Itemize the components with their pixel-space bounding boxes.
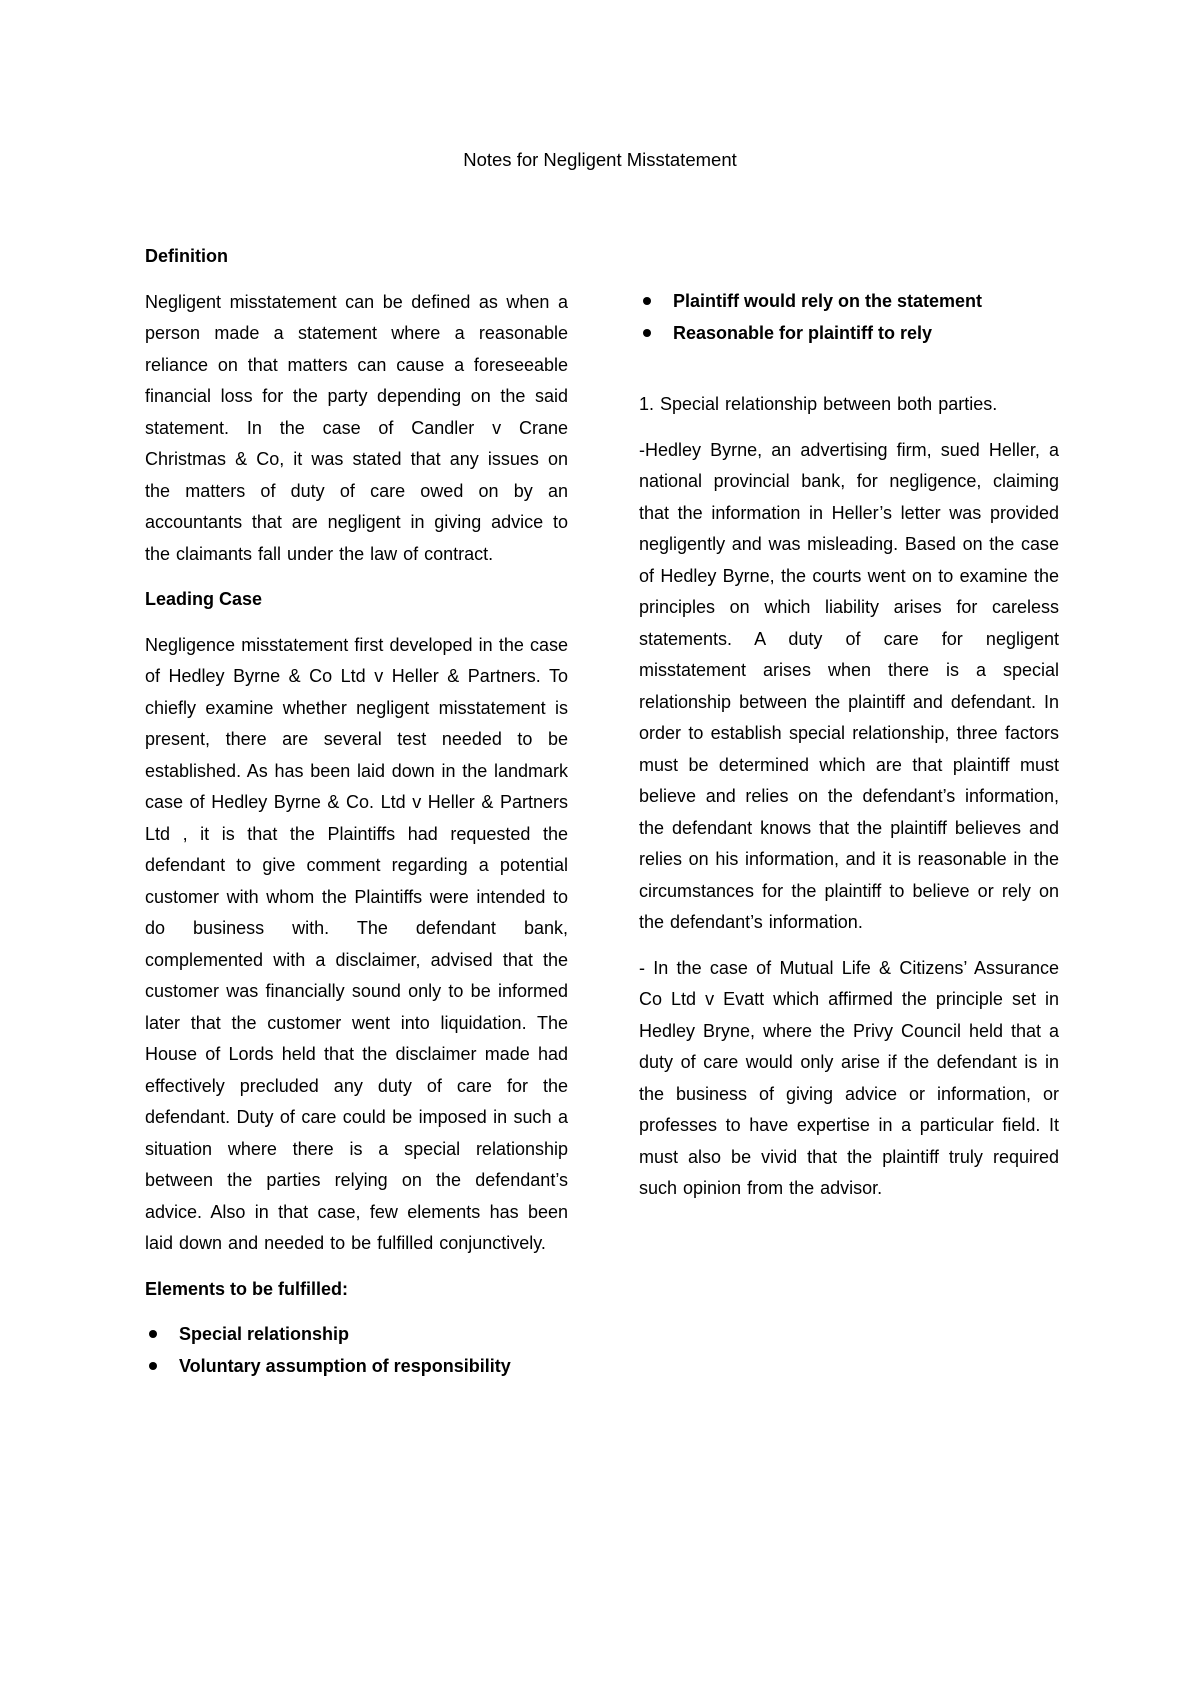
leading-case-paragraph: Negligence misstatement first developed in the case of Hedley Byrne & Co Ltd v Heller & Partners. To chiefly examine whether negligent misstatement is present, there are several test needed to be established. As has been laid down in the landmark case of Hedley Byrne & Co. Ltd v Heller & Partners Ltd , it is that the Plaintiffs had requested the defendant to give comment regarding a potential customer with whom the Plaintiffs were intended to do business with. The defendant bank, complemented with a disclaimer, advised that the customer was financially sound only to be informed later that the customer went into liquidation. The House of Lords held that the disclaimer made had effectively precluded any duty of care for the defendant. Duty of care could be imposed in such a situation where there is a special relationship between the parties relying on the defendant’s advice. Also in that case, few elements has been laid down and needed to be fulfilled conjunctively. [145, 634, 568, 1253]
elements-heading: Elements to be fulfilled: [145, 1278, 349, 1299]
right-column [639, 286, 1059, 1219]
elements-list [145, 1319, 568, 1382]
bullet-icon [149, 1362, 157, 1370]
list-item-text: Special relationship [179, 1324, 350, 1344]
list-item-text: Reasonable for plaintiff to rely [673, 322, 933, 343]
list-item [639, 286, 1059, 318]
list-item [639, 318, 1059, 350]
list-item-text: Plaintiff would rely on the statement [673, 291, 983, 311]
left-column [145, 241, 568, 1382]
definition-paragraph: Negligent misstatement can be defined as when a person made a statement where a reasonable reliance on that matters can cause a foreseeable financial loss for the party depending on the said statement. In the case of Candler v Crane Christmas & Co, it was stated that any issues on the matters of duty of care owed on by an accountants that are negligent in giving advice to the claimants fall under the law of contract. [145, 291, 568, 564]
definition-heading: Definition [145, 246, 228, 266]
section-heading-special-relationship: 1. Special relationship between both parties. [639, 394, 998, 414]
hedley-byrne-paragraph: -Hedley Byrne, an advertising firm, sued Heller, a national provincial bank, for negligence, claiming that the information in Heller’s letter was provided negligently and was misleading. Based on the case of Hedley Byrne, the courts went on to examine the principles on which liability arises for careless statements. A duty of care for negligent misstatement arises when there is a special relationship between the plaintiff and defendant. In order to establish special relationship, three factors must be determined which are that plaintiff must believe and relies on the defendant’s information, the defendant knows that the plaintiff believes and relies on his information, and it is reasonable in the circumstances for the plaintiff to believe or rely on the defendant’s information. [639, 439, 1059, 932]
bullet-icon [149, 1330, 157, 1338]
elements-list-continued [639, 286, 1059, 349]
leading-case-heading: Leading Case [145, 589, 263, 609]
bullet-icon [643, 329, 651, 337]
document-title: Notes for Negligent Misstatement [463, 149, 737, 170]
list-item [145, 1319, 568, 1351]
mutual-life-paragraph: - In the case of Mutual Life & Citizens’ Assurance Co Ltd v Evatt which affirmed the principle set in Hedley Bryne, where the Privy Council held that a duty of care would only arise if the defendant is in the business of giving advice or information, or professes to have expertise in a particular field. It must also be vivid that the plaintiff truly required such opinion from the advisor. [639, 957, 1059, 1198]
list-item [145, 1351, 568, 1383]
bullet-icon [643, 297, 651, 305]
list-item-text: Voluntary assumption of responsibility [179, 1355, 511, 1376]
